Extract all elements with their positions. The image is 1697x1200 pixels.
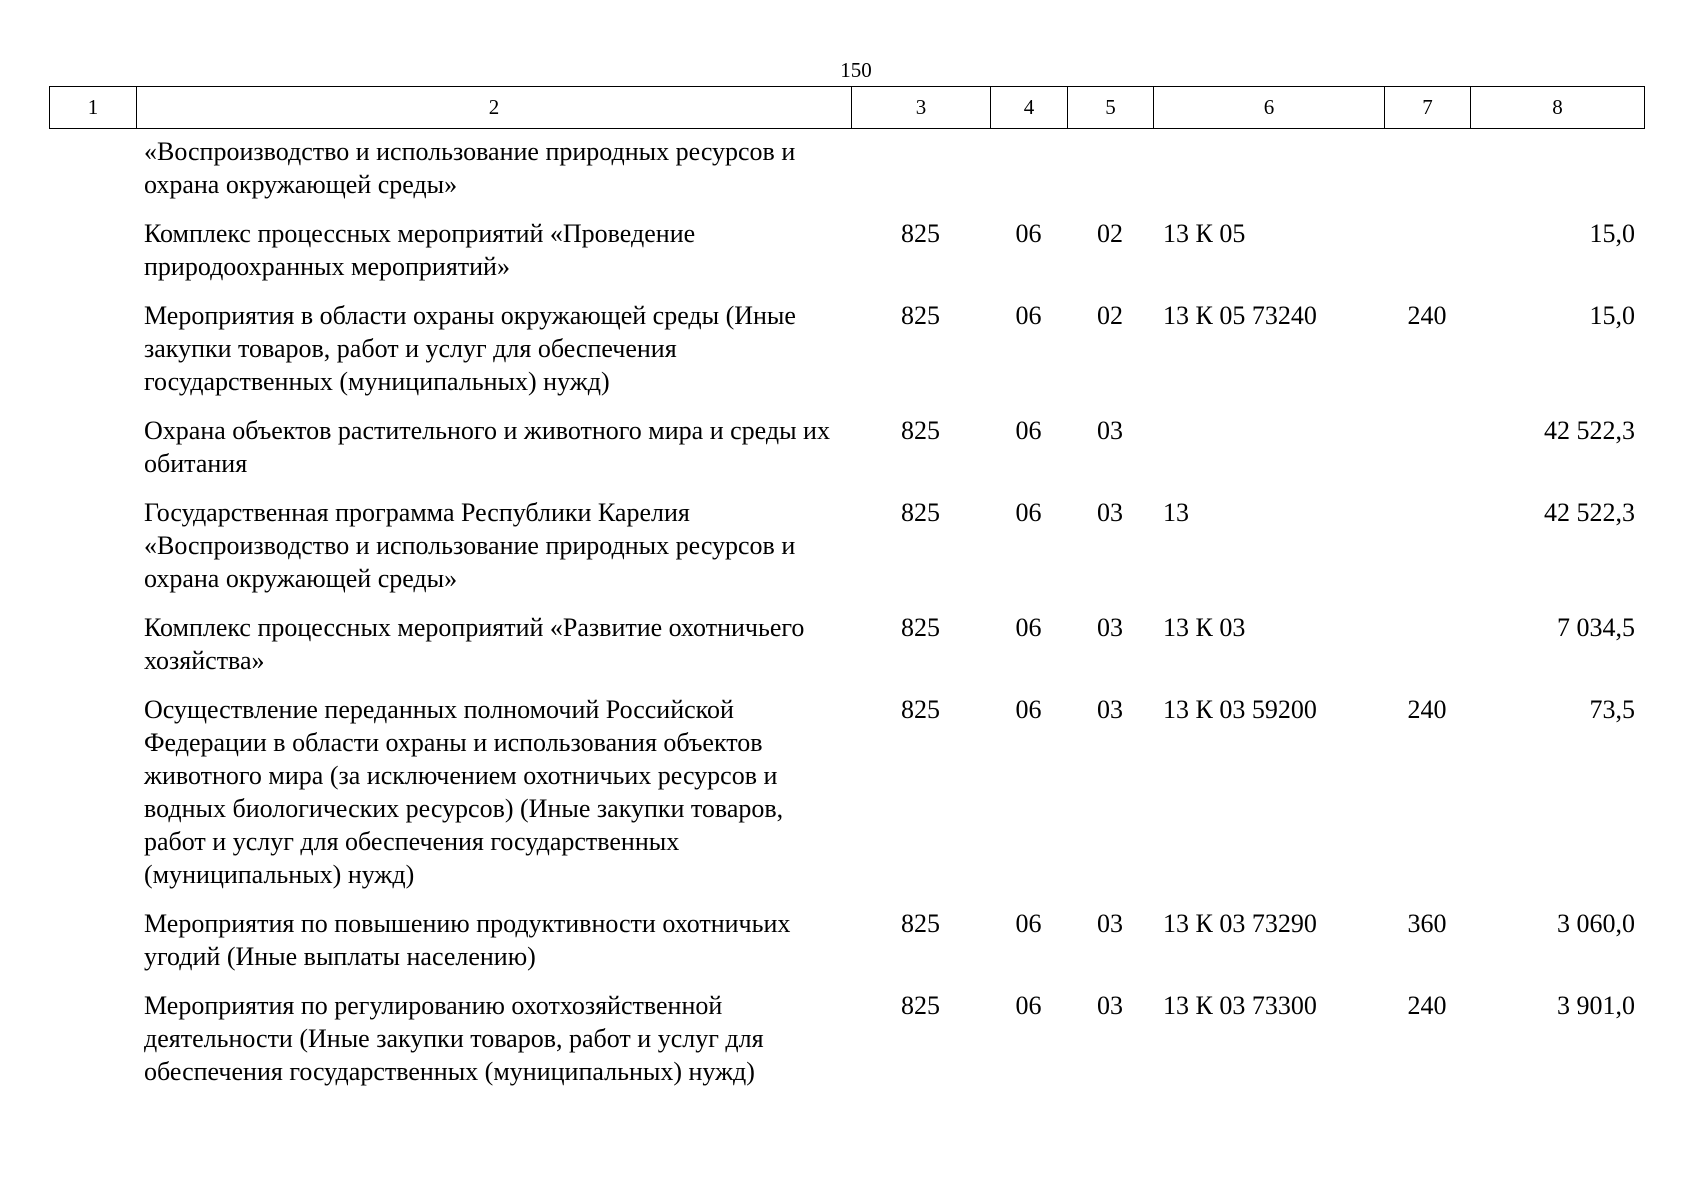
row-col-7 [1384,611,1470,693]
row-col-6: 13 К 03 73300 [1163,991,1317,1020]
row-col-5: 02 [1097,219,1123,248]
row-name: Комплекс процессных мероприятий «Проведение природоохранных мероприятий» [144,219,696,281]
row-col-8: 42 522,3 [1544,498,1635,527]
row-name: Мероприятия по регулированию охотхозяйственной деятельности (Иные закупки товаров, работ и услуг для обеспечения государственных (муниципальных) нужд) [144,991,764,1086]
column-header-5: 5 [1068,87,1154,129]
row-col-4: 06 [1015,695,1042,724]
row-col-5: 03 [1097,695,1123,724]
row-col-3: 825 [901,909,940,938]
column-header-table [49,86,1645,129]
row-col-8: 73,5 [1589,695,1635,724]
row-col-3 [851,135,990,217]
table-row [49,217,1644,299]
row-name: Мероприятия в области охраны окружающей среды (Иные закупки товаров, работ и услуг для обеспечения государственных (муниципальных) нужд) [144,301,796,396]
row-col-5 [1067,135,1153,217]
row-col-8: 15,0 [1589,219,1635,248]
column-header-6: 6 [1154,87,1385,129]
row-col-3: 825 [901,613,940,642]
page-number: 150 [840,58,872,82]
row-col-6: 13 К 03 73290 [1163,909,1317,938]
row-col-6: 13 К 05 [1163,219,1246,248]
row-col-7: 360 [1407,909,1447,938]
column-header-1: 1 [50,87,137,129]
column-header-8: 8 [1471,87,1645,129]
column-header-2: 2 [137,87,852,129]
row-name: Государственная программа Республики Карелия «Воспроизводство и использование природных ресурсов и охрана окружающей среды» [144,498,796,593]
table-row [49,611,1644,693]
row-col-4: 06 [1015,909,1042,938]
row-col-4: 06 [1015,416,1042,445]
row-col-3: 825 [901,219,940,248]
budget-table [49,135,1644,1104]
row-col-4: 06 [1015,613,1042,642]
row-col-3: 825 [901,991,940,1020]
row-col-7: 240 [1407,301,1447,330]
row-col-3: 825 [901,416,940,445]
row-col-6: 13 К 03 [1163,613,1246,642]
table-row [49,693,1644,907]
row-col-5: 03 [1097,613,1123,642]
row-col-5: 03 [1097,991,1123,1020]
row-col-3: 825 [901,695,940,724]
row-col-7: 240 [1407,695,1447,724]
row-name: Комплекс процессных мероприятий «Развитие охотничьего хозяйства» [144,613,805,675]
table-row [49,907,1644,989]
row-col-4: 06 [1015,301,1042,330]
column-header-3: 3 [852,87,991,129]
row-col-8: 7 034,5 [1557,613,1635,642]
row-col-5: 03 [1097,416,1123,445]
row-col-7: 240 [1407,991,1447,1020]
row-col-5: 03 [1097,909,1123,938]
column-header-7: 7 [1385,87,1471,129]
row-col-7 [1384,496,1470,611]
row-col-8: 15,0 [1589,301,1635,330]
row-col-5: 03 [1097,498,1123,527]
row-col-6: 13 [1163,498,1189,527]
row-col-4: 06 [1015,219,1042,248]
row-col-3: 825 [901,301,940,330]
row-col-6: 13 К 05 73240 [1163,301,1317,330]
column-header-4: 4 [991,87,1068,129]
row-col-8: 3 060,0 [1557,909,1635,938]
row-col-8 [1470,135,1644,217]
row-name: «Воспроизводство и использование природных ресурсов и охрана окружающей среды» [144,137,796,199]
table-row [49,414,1644,496]
row-col-6 [1153,135,1384,217]
row-col-8: 42 522,3 [1544,416,1635,445]
row-col-4: 06 [1015,991,1042,1020]
row-col-8: 3 901,0 [1557,991,1635,1020]
row-col-6 [1153,414,1384,496]
table-row [49,135,1644,217]
table-row [49,989,1644,1104]
row-col-7 [1384,217,1470,299]
row-name: Мероприятия по повышению продуктивности охотничьих угодий (Иные выплаты населению) [144,909,791,971]
row-col-4 [990,135,1067,217]
row-col-4: 06 [1015,498,1042,527]
row-name: Осуществление переданных полномочий Российской Федерации в области охраны и использования объектов животного мира (за исключением охотничьих ресурсов и водных биологических ресурсов) (Иные закупки товаров, работ и услуг для обеспечения государственных (муниципальных) нужд) [144,695,784,889]
column-header-row [50,87,1645,129]
row-col-7 [1384,135,1470,217]
row-col-3: 825 [901,498,940,527]
row-col-7 [1384,414,1470,496]
table-row [49,299,1644,414]
row-name: Охрана объектов растительного и животного мира и среды их обитания [144,416,830,478]
row-col-5: 02 [1097,301,1123,330]
table-row [49,496,1644,611]
row-col-6: 13 К 03 59200 [1163,695,1317,724]
